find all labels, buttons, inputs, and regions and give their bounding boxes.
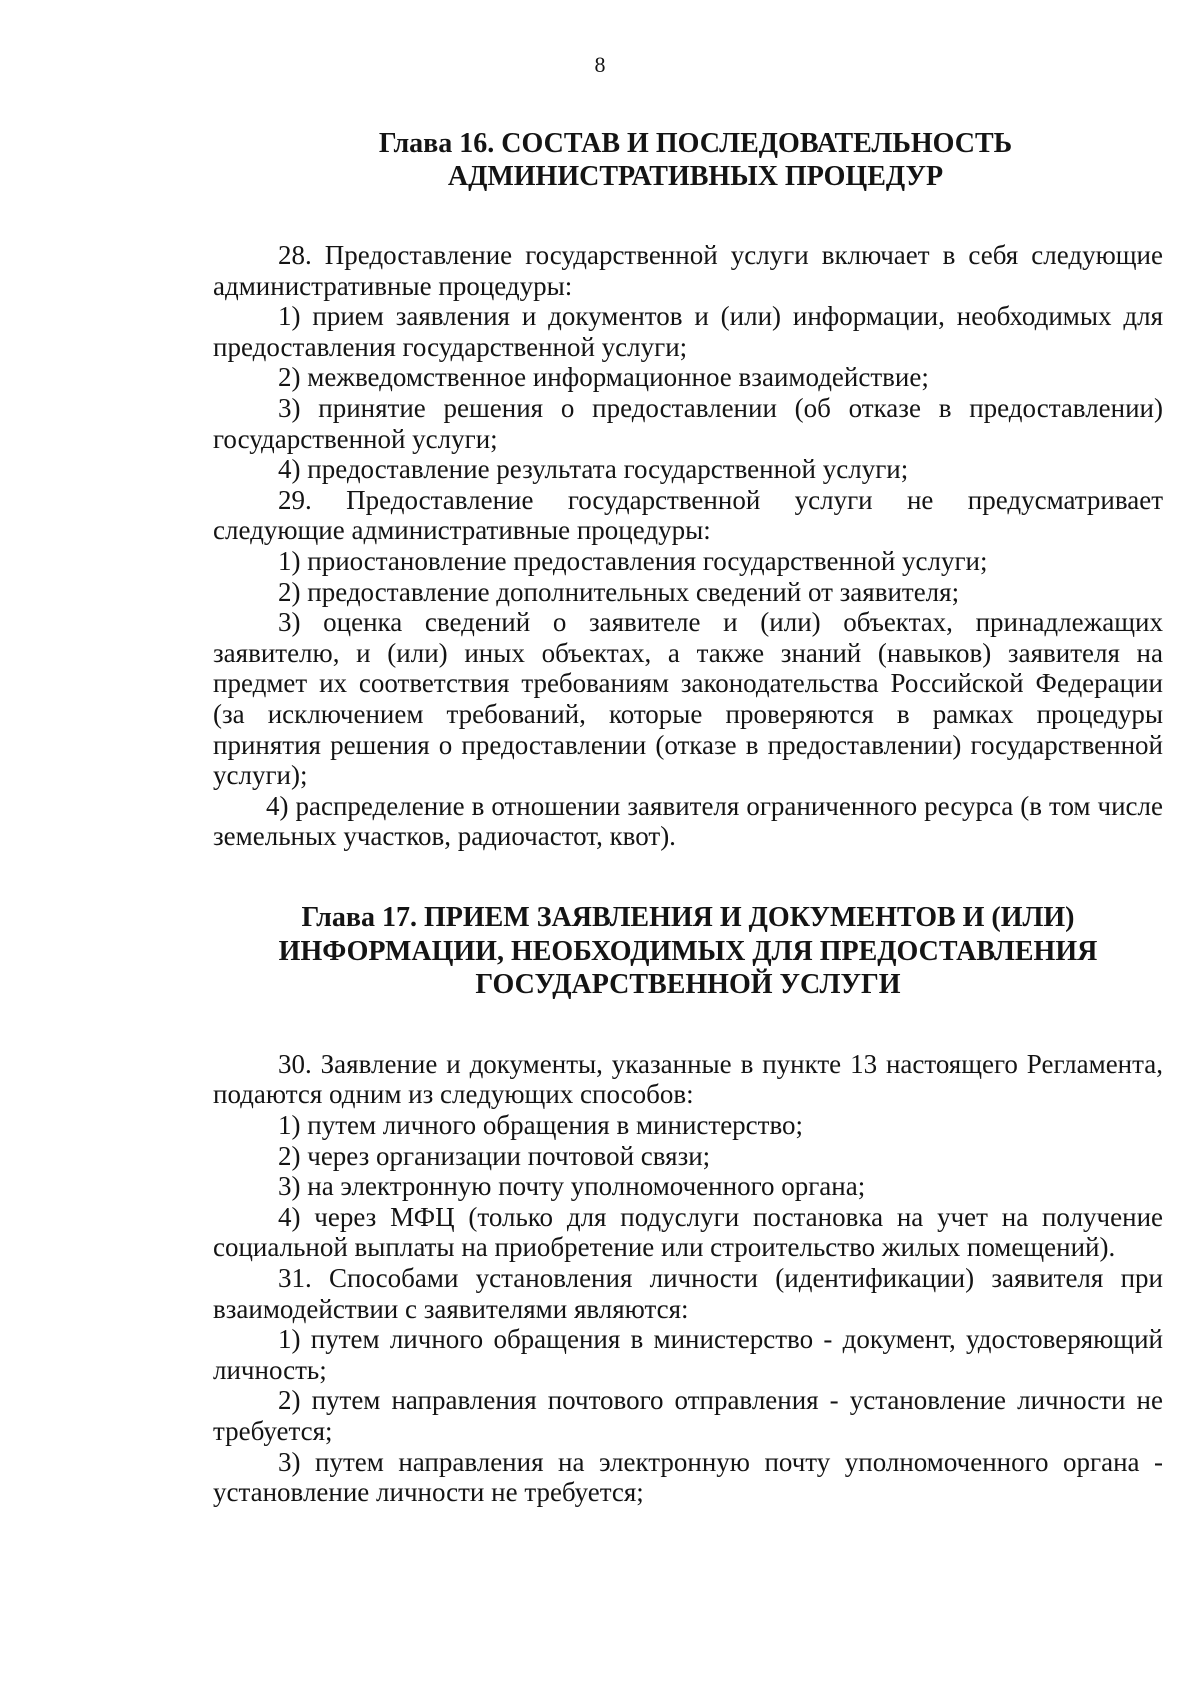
- paragraph-29-item-3: 3) оценка сведений о заявителе и (или) объектах, принадлежащих заявителю, и (или) иных объектах, а также знаний (навыков) заявителя на предмет их соответствия требованиям законодательства Российской Федерации (за исключением требований, которые проверяются в рамках процедуры принятия решения о предоставлении (отказе в предоставлении) государственной услуги);: [213, 607, 1163, 791]
- paragraph-31-item-3: 3) путем направления на электронную почту уполномоченного органа - установление личности не требуется;: [213, 1446, 1163, 1508]
- paragraph-28-item-2: 2) межведомственное информационное взаимодействие;: [278, 362, 929, 393]
- chapter-16-title-line-1: Глава 16. СОСТАВ И ПОСЛЕДОВАТЕЛЬНОСТЬ: [378, 128, 1013, 159]
- paragraph-28: 28. Предоставление государственной услуги включает в себя следующие административные процедуры:: [213, 240, 1163, 301]
- chapter-16-heading: [228, 127, 1163, 193]
- paragraph-31-item-1: 1) путем личного обращения в министерство - документ, удостоверяющий личность;: [213, 1324, 1163, 1385]
- paragraph-30-item-1: 1) путем личного обращения в министерство;: [278, 1110, 804, 1141]
- paragraph-31: 31. Способами установления личности (идентификации) заявителя при взаимодействии с заявителями являются:: [213, 1263, 1163, 1324]
- page-number: 8: [594, 52, 606, 77]
- chapter-16-title-line-2: АДМИНИСТРАТИВНЫХ ПРОЦЕДУР: [447, 161, 944, 192]
- paragraph-30-item-3: 3) на электронную почту уполномоченного органа;: [278, 1171, 866, 1202]
- paragraph-29-item-1: 1) приостановление предоставления государственной услуги;: [278, 545, 988, 576]
- chapter-17-title-line-3: ГОСУДАРСТВЕННОЙ УСЛУГИ: [475, 968, 901, 1000]
- paragraph-29: 29. Предоставление государственной услуги не предусматривает следующие административные процедуры:: [213, 484, 1163, 546]
- paragraph-28-item-3: 3) принятие решения о предоставлении (об отказе в предоставлении) государственной услуги;: [213, 392, 1163, 454]
- paragraph-30-item-2: 2) через организации почтовой связи;: [278, 1140, 711, 1171]
- document-body: [213, 127, 1163, 1508]
- chapter-17-heading: [213, 901, 1163, 1001]
- paragraph-29-item-4: 4) распределение в отношении заявителя ограниченного ресурса (в том числе земельных участков, радиочастот, квот).: [213, 790, 1163, 852]
- paragraph-31-item-2: 2) путем направления почтового отправления - установление личности не требуется;: [213, 1385, 1163, 1446]
- paragraph-30: 30. Заявление и документы, указанные в пункте 13 настоящего Регламента, подаются одним из следующих способов:: [213, 1048, 1163, 1110]
- paragraph-28-item-4: 4) предоставление результата государственной услуги;: [278, 454, 909, 485]
- paragraph-29-item-2: 2) предоставление дополнительных сведений от заявителя;: [278, 576, 960, 607]
- paragraph-28-item-1: 1) прием заявления и документов и (или) информации, необходимых для предоставления государственной услуги;: [213, 301, 1163, 362]
- paragraph-30-item-4: 4) через МФЦ (только для подуслуги постановка на учет на получение социальной выплаты на приобретение или строительство жилых помещений).: [213, 1201, 1163, 1263]
- chapter-16-body: [213, 240, 1163, 852]
- chapter-17-title-line-1: Глава 17. ПРИЕМ ЗАЯВЛЕНИЯ И ДОКУМЕНТОВ И (ИЛИ): [301, 901, 1075, 933]
- chapter-17-body: [213, 1049, 1163, 1508]
- chapter-17-title-line-2: ИНФОРМАЦИИ, НЕОБХОДИМЫХ ДЛЯ ПРЕДОСТАВЛЕНИЯ: [278, 935, 1098, 967]
